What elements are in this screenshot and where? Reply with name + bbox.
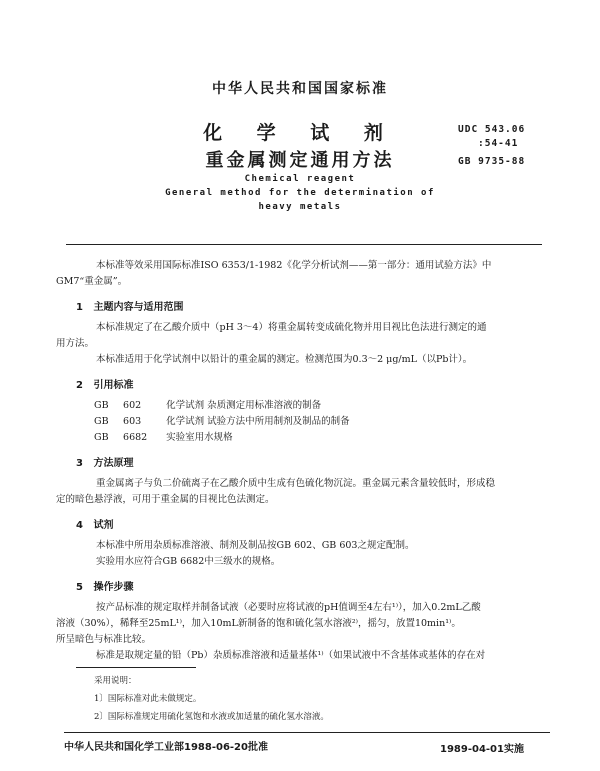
note-2: 2〕国际标准规定用硫化氢饱和水液或加适量的硫化氢水溶液。 — [94, 712, 329, 722]
section-5-paragraph-1 — [56, 600, 546, 648]
section-2-title: 引用标准 — [93, 380, 134, 391]
section-3-number: 3 — [76, 458, 83, 469]
reference-item — [94, 398, 321, 414]
title-chinese-main: 化 学 试 剂 — [203, 122, 397, 144]
notes-heading: 采用说明： — [94, 676, 137, 686]
intro-line1: 本标准等效采用国际标准ISO 6353/1-1982《化学分析试剂——第一部分：通用试验方法》中 — [96, 260, 492, 271]
reference-code: GB — [94, 432, 109, 443]
reference-item — [94, 430, 233, 446]
udc-code-line2: :54-41 — [478, 138, 519, 149]
reference-code: GB — [94, 400, 109, 411]
section-3-heading — [76, 454, 133, 469]
reference-number: 6682 — [123, 432, 148, 443]
section-1-heading — [76, 298, 183, 313]
title-english-line3: heavy metals — [258, 202, 342, 212]
reference-name: 实验室用水规格 — [166, 432, 233, 443]
footer-divider — [64, 732, 550, 733]
title-english-line1: Chemical reagent — [244, 174, 356, 184]
section-4-paragraph-2: 实验用水应符合GB 6682中三级水的规格。 — [96, 556, 281, 567]
notes-divider — [76, 667, 196, 668]
section-5-heading — [76, 578, 133, 593]
title-chinese-sub: 重金属测定通用方法 — [205, 150, 395, 171]
section-5-p1-line1: 按产品标准的规定取样并制备试液（必要时应将试液的pH值调至4左右¹⁾），加入0.2mL乙酸 — [96, 602, 481, 613]
reference-number: 602 — [123, 400, 142, 411]
section-1-title: 主题内容与适用范围 — [93, 302, 184, 313]
reference-number: 603 — [123, 416, 142, 427]
section-1-p1-line1: 本标准规定了在乙酸介质中（pH 3～4）将重金属转变成硫化物并用目视比色法进行测定的通 — [96, 322, 487, 333]
national-standard-header: 中华人民共和国国家标准 — [212, 81, 388, 97]
gb-code: GB 9735-88 — [458, 156, 526, 167]
note-1: 1〕国际标准对此未做规定。 — [94, 694, 202, 704]
section-2-heading — [76, 376, 133, 391]
intro-paragraph — [56, 258, 546, 290]
header-divider — [66, 244, 542, 245]
implementation-date: 1989-04-01实施 — [440, 744, 524, 755]
reference-name: 化学试剂 试验方法中所用制剂及制品的制备 — [166, 416, 350, 427]
title-english — [140, 172, 460, 214]
reference-name: 化学试剂 杂质测定用标准溶液的制备 — [166, 400, 322, 411]
reference-code: GB — [94, 416, 109, 427]
approval-statement: 中华人民共和国化学工业部1988-06-20批准 — [64, 742, 268, 753]
section-3-line1: 重金属离子与负二价硫离子在乙酸介质中生成有色硫化物沉淀。重金属元素含量较低时，形成稳 — [96, 478, 496, 489]
section-5-paragraph-2: 标准是取规定量的铅（Pb）杂质标准溶液和适量基体¹⁾（如果试液中不含基体或基体的存在对 — [96, 650, 486, 661]
intro-line2: GM7“重金属”。 — [56, 276, 128, 287]
section-3-line2: 定的暗色悬浮液，可用于重金属的目视比色法测定。 — [56, 494, 275, 505]
section-1-p1-line2: 用方法。 — [56, 338, 95, 349]
udc-code-line1: UDC 543.06 — [458, 124, 526, 135]
section-1-number: 1 — [76, 302, 83, 313]
section-5-number: 5 — [76, 582, 83, 593]
title-english-line2: General method for the determination of — [165, 188, 435, 198]
section-5-p1-line2: 溶液（30%），稀释至25mL¹⁾，加入10mL新制备的饱和硫化氢水溶液²⁾，摇匀，放置10min¹⁾。 — [56, 618, 461, 629]
section-5-p1-line3: 所呈暗色与标准比较。 — [56, 634, 152, 645]
section-4-heading — [76, 516, 113, 531]
section-3-paragraph — [56, 476, 546, 508]
section-4-title: 试剂 — [93, 520, 114, 531]
section-1-paragraph-2: 本标准适用于化学试剂中以铅计的重金属的测定。检测范围为0.3～2 μg/mL（以Pb计）。 — [96, 354, 473, 365]
section-4-paragraph-1: 本标准中所用杂质标准溶液、制剂及制品按GB 602、GB 603之规定配制。 — [96, 540, 415, 551]
section-4-number: 4 — [76, 520, 83, 531]
section-1-paragraph-1 — [56, 320, 546, 352]
section-5-title: 操作步骤 — [93, 582, 134, 593]
reference-item — [94, 414, 350, 430]
section-2-number: 2 — [76, 380, 83, 391]
section-3-title: 方法原理 — [93, 458, 134, 469]
